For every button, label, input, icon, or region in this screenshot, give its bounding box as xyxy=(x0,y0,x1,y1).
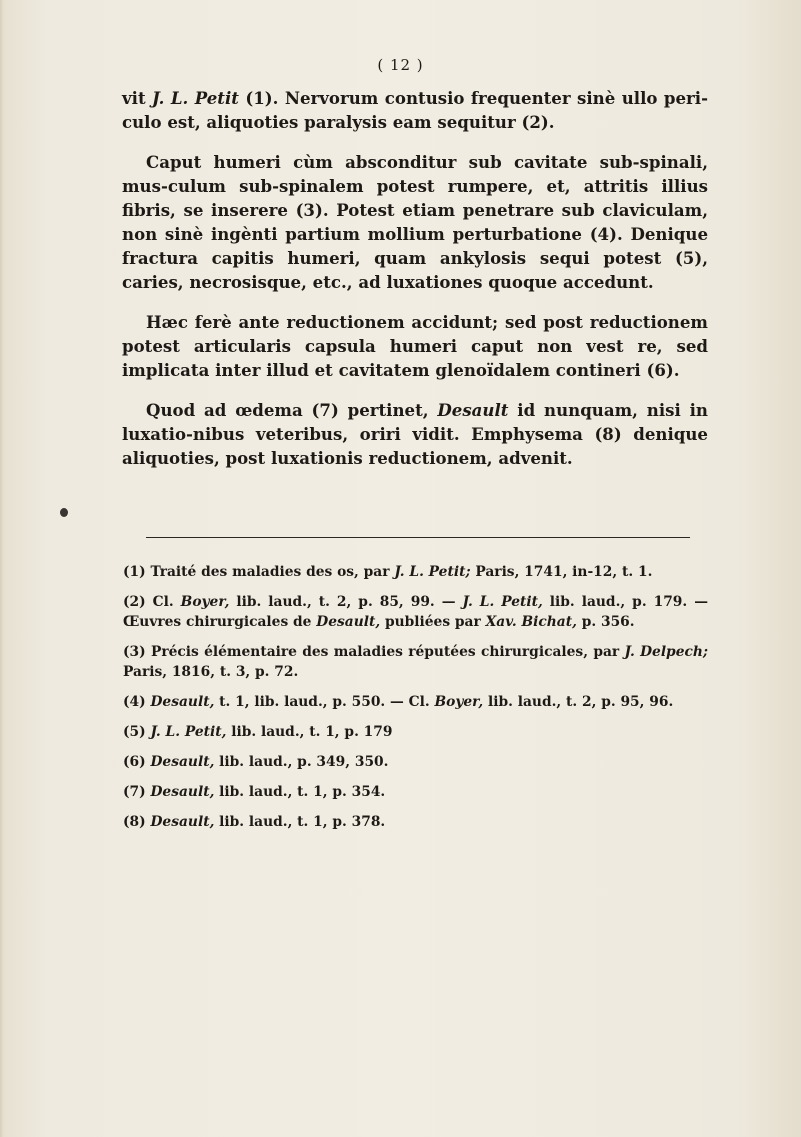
footnote-8-author: Desault, xyxy=(150,814,215,830)
footnotes xyxy=(123,562,708,842)
footnote-2-pre: (2) Cl. xyxy=(123,594,181,610)
footnote-6-pre: (6) xyxy=(123,754,151,770)
footnote-5-pre: (5) xyxy=(123,724,151,740)
footnote-3-pre: (3) Précis élémentaire des maladies réputées chirurgicales, par xyxy=(123,644,625,660)
paragraph-1-pre: vit xyxy=(122,88,153,108)
footnote-2-mid-2: lib. laud., p. 179. — Œuvres chirurgicales de xyxy=(123,594,708,630)
paragraph-4 xyxy=(122,398,708,470)
paragraph-2: Caput humeri cùm absconditur sub cavitate sub-spinali, mus-culum sub-spinalem potest rumpere, et, attritis illius fibris, se inserere (3). Potest etiam penetrare sub claviculam, non sinè ingènti partium mollium perturbatione (4). Denique fractura capitis humeri, quam ankylosis sequi potest (5), caries, necrosisque, etc., ad luxationes quoque accedunt. xyxy=(122,152,708,292)
page-number: ( 12 ) xyxy=(377,56,424,74)
footnote-2-mid: lib. laud., t. 2, p. 85, 99. — xyxy=(229,594,463,610)
margin-ink-dot xyxy=(60,508,68,517)
footnote-5 xyxy=(123,722,708,742)
footnote-4-author-2: Boyer, xyxy=(434,694,484,710)
footnote-6-post: lib. laud., p. 349, 350. xyxy=(214,754,389,770)
footnote-7-author: Desault, xyxy=(150,784,215,800)
footnote-4-mid: t. 1, lib. laud., p. 550. — Cl. xyxy=(214,694,435,710)
footnote-1 xyxy=(123,562,708,582)
footnote-2-mid-3: publiées par xyxy=(380,614,486,630)
footnote-7 xyxy=(123,782,708,802)
footnote-2-post: p. 356. xyxy=(576,614,635,630)
footnote-2-author-2: J. L. Petit, xyxy=(462,594,543,610)
paragraph-1-author: J. L. Petit xyxy=(152,88,239,108)
footnote-4-post: lib. laud., t. 2, p. 95, 96. xyxy=(483,694,674,710)
footnote-4-author-1: Desault, xyxy=(150,694,215,710)
footnote-2-author-3: Desault, xyxy=(316,614,381,630)
paragraph-1-post: (1). Nervorum contusio frequenter sinè ullo peri-culo est, aliquoties paralysis eam sequitur (2). xyxy=(122,88,708,132)
footnote-5-author: J. L. Petit, xyxy=(150,724,227,740)
footnote-8-post: lib. laud., t. 1, p. 378. xyxy=(214,814,386,830)
footnote-6-author: Desault, xyxy=(150,754,215,770)
footnote-5-post: lib. laud., t. 1, p. 179 xyxy=(226,724,393,740)
footnote-1-author: J. L. Petit; xyxy=(394,564,471,580)
footnote-7-pre: (7) xyxy=(123,784,151,800)
paragraph-1 xyxy=(122,86,708,134)
footnote-2-author-4: Xav. Bichat, xyxy=(485,614,577,630)
footnote-1-pre: (1) Traité des maladies des os, par xyxy=(123,564,395,580)
footnote-7-post: lib. laud., t. 1, p. 354. xyxy=(214,784,386,800)
paragraph-4-post: id nunquam, nisi in luxatio-nibus veteribus, oriri vidit. Emphysema (8) denique aliquoties, post luxationis reductionem, advenit. xyxy=(122,400,708,468)
footnote-2-author-1: Boyer, xyxy=(180,594,230,610)
footnote-8-pre: (8) xyxy=(123,814,151,830)
footnote-8 xyxy=(123,812,708,832)
page-edge-shadow xyxy=(0,0,4,1137)
main-text xyxy=(122,86,708,486)
paragraph-4-pre: Quod ad œdema (7) pertinet, xyxy=(146,400,438,420)
paragraph-3: Hæc ferè ante reductionem accidunt; sed post reductionem potest articularis capsula humeri caput non vest re, sed implicata inter illud et cavitatem glenoïdalem contineri (6). xyxy=(122,312,708,380)
paragraph-4-author: Desault xyxy=(437,400,509,420)
footnote-1-post: Paris, 1741, in-12, t. 1. xyxy=(470,564,653,580)
footnote-4-pre: (4) xyxy=(123,694,151,710)
footnote-3-author: J. Delpech; xyxy=(624,644,709,660)
footnote-3 xyxy=(123,642,708,682)
footnote-separator xyxy=(146,537,690,538)
footnote-4 xyxy=(123,692,708,712)
footnote-6 xyxy=(123,752,708,772)
footnote-2 xyxy=(123,592,708,632)
footnote-3-post: Paris, 1816, t. 3, p. 72. xyxy=(123,664,299,680)
